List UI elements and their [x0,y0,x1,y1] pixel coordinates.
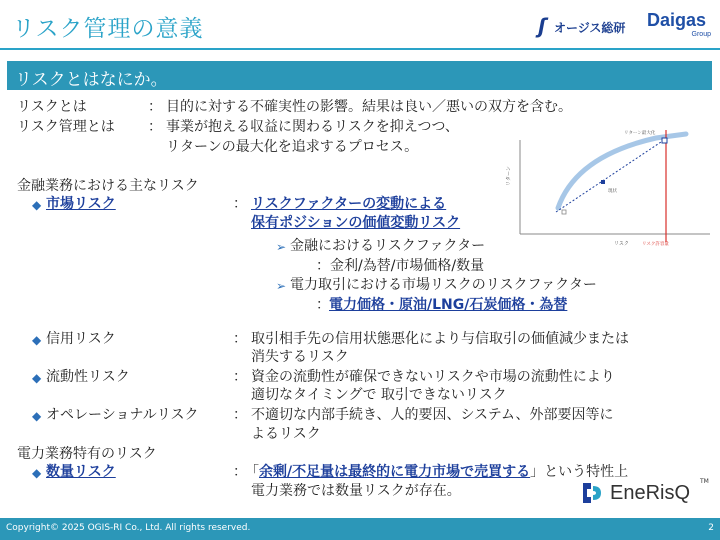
power-risk-factor-colon: ： [316,297,330,313]
section-heading-bar [7,61,712,90]
liquidity-risk-colon: ： [233,369,247,385]
chart-annotation-current: 現状 [608,189,617,194]
daigas-logo [647,10,713,42]
diamond-bullet-icon: ◆ [32,198,42,212]
definition-colon: ： [148,99,162,115]
enerisq-logo [580,478,710,512]
liquidity-risk-desc-1: 資金の流動性が確保できないリスクや市場の流動性により [251,369,615,385]
chart-current-point [601,180,605,184]
chart-start-point [562,210,566,214]
operational-risk-label: オペレーショナルリスク [46,407,199,423]
definition-desc-risk-management-2: リターンの最大化を追求するプロセス。 [166,139,419,155]
definition-term-risk-management: リスク管理とは [17,119,115,135]
market-risk-desc-2: 保有ポジションの価値変動リスク [251,215,461,231]
power-risk-factor-label: 電力取引における市場リスクのリスクファクター [290,277,597,293]
financial-risk-factor-detail: ：金利/為替/市場価格/数量 [316,258,485,274]
volume-risk-desc-line [245,463,628,481]
page-number: 2 [708,523,714,533]
enerisq-mark-icon [580,480,604,506]
operational-risk-desc-1: 不適切な内部手続き、人的要因、システム、外部要因等に [251,407,614,423]
diamond-bullet-icon: ◆ [32,371,42,385]
quote-open: 「 [245,464,259,480]
liquidity-risk-desc-2: 適切なタイミングで 取引できないリスク [251,387,507,403]
ogis-logo-mark-icon: ʃ [538,14,547,38]
volume-risk-colon: ： [233,464,247,480]
page-title: リスク管理の意義 [12,16,204,42]
ogis-logo [538,12,636,40]
diamond-bullet-icon: ◆ [32,466,42,480]
market-risk-colon: ： [233,196,247,212]
diamond-bullet-icon: ◆ [32,333,42,347]
operational-risk-colon: ： [233,407,247,423]
volume-risk-desc-2: 電力業務では数量リスクが存在。 [251,483,461,499]
credit-risk-label: 信用リスク [46,331,116,347]
definition-desc-risk-management: 事業が抱える収益に関わるリスクを抑えつつ、 [166,119,459,135]
chart-annotation-limit: リスク許容量 [642,242,669,247]
definition-term-risk: リスクとは [17,99,87,115]
chart-optimal-point [662,138,667,143]
operational-risk-desc-2: よるリスク [251,426,321,442]
credit-risk-desc-2: 消失するリスク [251,349,349,365]
chart-y-label: リターン [506,166,512,186]
volume-risk-label: 数量リスク [46,464,116,480]
chart-annotation-max: リターン最大化 [624,131,656,136]
financial-risk-factor-label: 金融におけるリスクファクター [290,238,486,254]
enerisq-tm: TM [700,478,709,485]
copyright: Copyright© 2025 OGIS-RI Co., Ltd. All rights reserved. [6,523,251,533]
quote-close: 」という特性上 [530,464,629,480]
section-heading: リスクとはなにか。 [15,70,168,90]
definition-desc-risk: 目的に対する不確実性の影響。結果は良い／悪いの双方を含む。 [166,99,572,115]
credit-risk-colon: ： [233,331,247,347]
ogis-logo-text: オージス総研 [554,21,626,35]
power-risk-factor-detail: 電力価格・原油/LNG/石炭価格・為替 [329,297,568,313]
header-divider [0,48,720,50]
risk-return-chart [496,126,720,256]
footer-bar [0,518,720,540]
market-risk-label: 市場リスク [46,196,116,212]
arrow-bullet-icon: ➢ [276,279,287,293]
daigas-logo-text: Daigas [647,10,707,30]
market-risk-desc-1: リスクファクターの変動による [251,196,447,212]
liquidity-risk-label: 流動性リスク [46,369,130,385]
definition-colon: ： [148,119,162,135]
power-risks-heading: 電力業務特有のリスク [17,446,157,462]
chart-x-label: リスク [614,241,629,247]
arrow-bullet-icon: ➢ [276,240,287,254]
diamond-bullet-icon: ◆ [32,409,42,423]
daigas-logo-sub: Group [691,31,711,38]
credit-risk-desc-1: 取引相手先の信用状態悪化により与信取引の価値減少または [251,331,629,347]
volume-risk-quote: 余剰/不足量は最終的に電力市場で売買する [259,464,531,480]
financial-risks-heading: 金融業務における主なリスク [17,178,199,194]
chart-efficient-frontier [558,134,686,208]
enerisq-name: EneRisQ [610,482,691,504]
